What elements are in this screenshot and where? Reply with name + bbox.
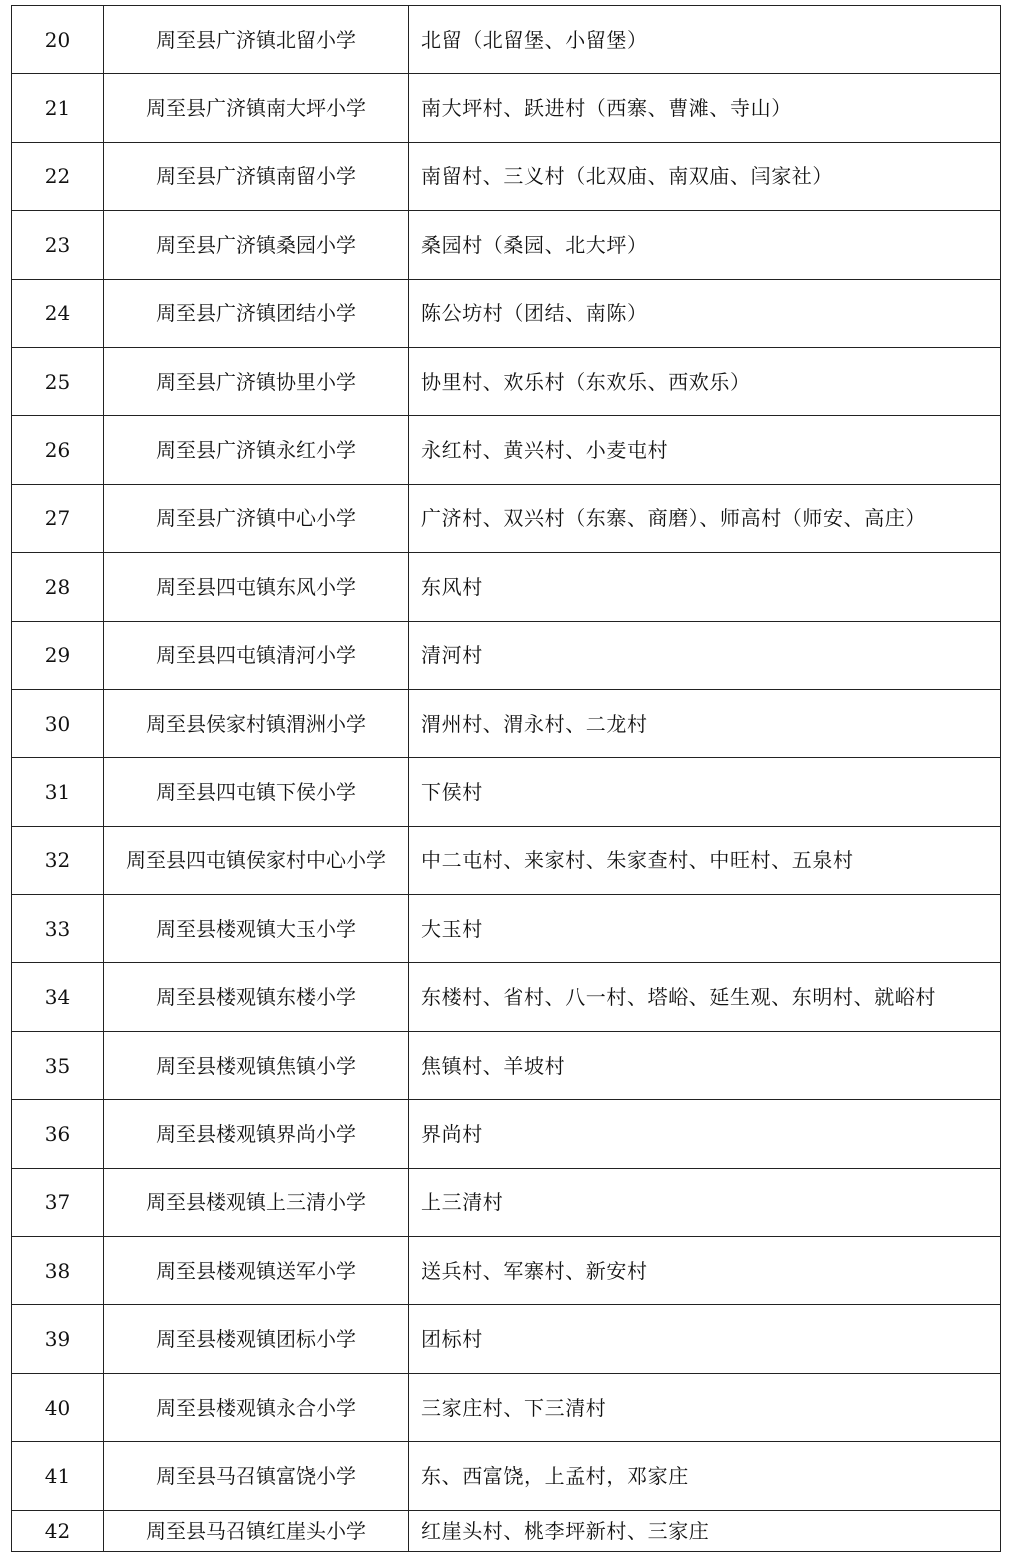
table-row — [12, 1168, 1001, 1236]
school-name: 周至县广济镇南留小学 — [104, 142, 409, 210]
row-number: 28 — [12, 553, 104, 621]
service-area: 送兵村、军寨村、新安村 — [409, 1237, 1001, 1305]
school-name: 周至县四屯镇侯家村中心小学 — [104, 826, 409, 894]
school-name: 周至县马召镇富饶小学 — [104, 1442, 409, 1510]
row-number: 39 — [12, 1305, 104, 1373]
row-number: 33 — [12, 895, 104, 963]
table-row — [12, 758, 1001, 826]
service-area: 永红村、黄兴村、小麦屯村 — [409, 416, 1001, 484]
service-area: 北留（北留堡、小留堡） — [409, 6, 1001, 74]
row-number: 37 — [12, 1168, 104, 1236]
table-row — [12, 1100, 1001, 1168]
row-number: 32 — [12, 826, 104, 894]
table-row — [12, 553, 1001, 621]
service-area: 南大坪村、跃进村（西寨、曹滩、寺山） — [409, 74, 1001, 142]
school-name: 周至县楼观镇送军小学 — [104, 1237, 409, 1305]
service-area: 团标村 — [409, 1305, 1001, 1373]
table-row — [12, 142, 1001, 210]
school-name: 周至县楼观镇界尚小学 — [104, 1100, 409, 1168]
school-district-table-container — [11, 5, 1001, 1558]
table-row — [12, 484, 1001, 552]
table-row — [12, 279, 1001, 347]
school-name: 周至县四屯镇下侯小学 — [104, 758, 409, 826]
service-area: 陈公坊村（团结、南陈） — [409, 279, 1001, 347]
row-number: 35 — [12, 1031, 104, 1099]
service-area: 协里村、欢乐村（东欢乐、西欢乐） — [409, 347, 1001, 415]
service-area: 东楼村、省村、八一村、塔峪、延生观、东明村、就峪村 — [409, 963, 1001, 1031]
service-area: 界尚村 — [409, 1100, 1001, 1168]
table-row — [12, 347, 1001, 415]
school-name: 周至县楼观镇团标小学 — [104, 1305, 409, 1373]
table-row — [12, 1510, 1001, 1551]
table-row — [12, 1373, 1001, 1441]
school-name: 周至县广济镇协里小学 — [104, 347, 409, 415]
row-number: 24 — [12, 279, 104, 347]
table-row — [12, 689, 1001, 757]
row-number: 38 — [12, 1237, 104, 1305]
service-area: 下侯村 — [409, 758, 1001, 826]
school-name: 周至县楼观镇焦镇小学 — [104, 1031, 409, 1099]
table-row — [12, 416, 1001, 484]
school-name: 周至县广济镇桑园小学 — [104, 211, 409, 279]
school-name: 周至县楼观镇永合小学 — [104, 1373, 409, 1441]
table-body — [12, 6, 1001, 1552]
school-name: 周至县广济镇中心小学 — [104, 484, 409, 552]
school-name: 周至县四屯镇东风小学 — [104, 553, 409, 621]
table-row — [12, 621, 1001, 689]
table-row — [12, 6, 1001, 74]
row-number: 41 — [12, 1442, 104, 1510]
service-area: 清河村 — [409, 621, 1001, 689]
row-number: 30 — [12, 689, 104, 757]
table-row — [12, 895, 1001, 963]
service-area: 渭州村、渭永村、二龙村 — [409, 689, 1001, 757]
school-name: 周至县广济镇永红小学 — [104, 416, 409, 484]
table-row — [12, 963, 1001, 1031]
service-area: 东、西富饶，上孟村，邓家庄 — [409, 1442, 1001, 1510]
table-row — [12, 211, 1001, 279]
row-number: 27 — [12, 484, 104, 552]
row-number: 42 — [12, 1510, 104, 1551]
service-area: 东风村 — [409, 553, 1001, 621]
row-number: 23 — [12, 211, 104, 279]
row-number: 29 — [12, 621, 104, 689]
row-number: 36 — [12, 1100, 104, 1168]
school-name: 周至县广济镇南大坪小学 — [104, 74, 409, 142]
service-area: 三家庄村、下三清村 — [409, 1373, 1001, 1441]
school-name: 周至县楼观镇上三清小学 — [104, 1168, 409, 1236]
table-row — [12, 1237, 1001, 1305]
service-area: 红崖头村、桃李坪新村、三家庄 — [409, 1510, 1001, 1551]
table-row — [12, 1305, 1001, 1373]
row-number: 22 — [12, 142, 104, 210]
row-number: 26 — [12, 416, 104, 484]
row-number: 20 — [12, 6, 104, 74]
row-number: 31 — [12, 758, 104, 826]
row-number: 40 — [12, 1373, 104, 1441]
table-row — [12, 74, 1001, 142]
row-number: 34 — [12, 963, 104, 1031]
table-row — [12, 1031, 1001, 1099]
table-row — [12, 826, 1001, 894]
row-number: 21 — [12, 74, 104, 142]
service-area: 南留村、三义村（北双庙、南双庙、闫家社） — [409, 142, 1001, 210]
service-area: 广济村、双兴村（东寨、商磨）、师高村（师安、高庄） — [409, 484, 1001, 552]
table-row — [12, 1442, 1001, 1510]
school-name: 周至县马召镇红崖头小学 — [104, 1510, 409, 1551]
school-name: 周至县侯家村镇渭洲小学 — [104, 689, 409, 757]
school-name: 周至县楼观镇东楼小学 — [104, 963, 409, 1031]
school-name: 周至县楼观镇大玉小学 — [104, 895, 409, 963]
school-name: 周至县广济镇团结小学 — [104, 279, 409, 347]
service-area: 桑园村（桑园、北大坪） — [409, 211, 1001, 279]
school-name: 周至县广济镇北留小学 — [104, 6, 409, 74]
service-area: 焦镇村、羊坡村 — [409, 1031, 1001, 1099]
service-area: 中二屯村、来家村、朱家查村、中旺村、五泉村 — [409, 826, 1001, 894]
service-area: 大玉村 — [409, 895, 1001, 963]
row-number: 25 — [12, 347, 104, 415]
school-district-table — [11, 5, 1001, 1552]
service-area: 上三清村 — [409, 1168, 1001, 1236]
school-name: 周至县四屯镇清河小学 — [104, 621, 409, 689]
